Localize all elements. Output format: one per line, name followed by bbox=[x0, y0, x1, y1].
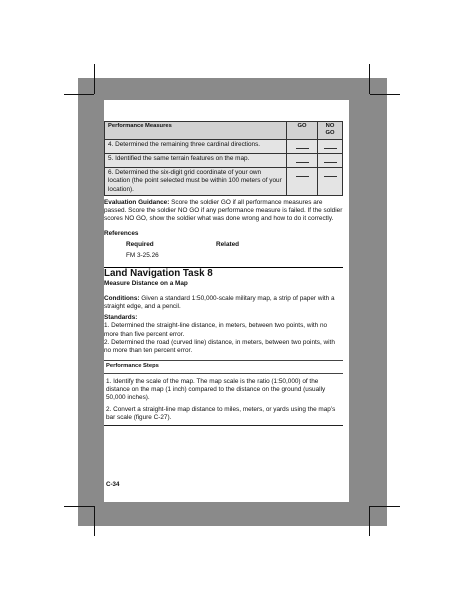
section-end-rule bbox=[104, 425, 343, 426]
references-section bbox=[104, 230, 343, 260]
go-blank bbox=[287, 139, 318, 153]
standards bbox=[104, 314, 343, 355]
document-content bbox=[104, 121, 343, 426]
measure-text: 6. Determined the six-digit grid coordinate of your own location (the point selected must be within 100 meters of your location). bbox=[105, 168, 287, 196]
measure-text: 5. Identified the same terrain features on the map. bbox=[105, 154, 287, 168]
task-title: Land Navigation Task 8 bbox=[104, 267, 213, 279]
header-measures: Performance Measures bbox=[105, 122, 287, 140]
evaluation-guidance bbox=[104, 199, 343, 224]
references-header bbox=[104, 241, 343, 249]
task-subtitle: Measure Distance on a Map bbox=[104, 279, 188, 287]
table-row bbox=[105, 154, 343, 168]
crop-mark bbox=[369, 506, 370, 536]
required-label: Required bbox=[126, 240, 154, 248]
references-row bbox=[104, 252, 343, 260]
crop-mark bbox=[64, 94, 94, 95]
go-blank bbox=[287, 154, 318, 168]
standard-item: 2. Determined the road (curved line) distance, in meters, between two points, with no more than ten percent error. bbox=[104, 338, 335, 354]
crop-mark bbox=[64, 506, 94, 507]
table-row bbox=[105, 168, 343, 196]
evaluation-text: Score the soldier GO if all performance measures are passed. Score the soldier NO GO if any performance measure is failed. If the soldier scores NO GO, show the soldier what was done wrong and how to do it correctly. bbox=[104, 198, 343, 223]
table-header-row bbox=[105, 122, 343, 140]
crop-mark bbox=[370, 506, 400, 507]
conditions-text: Given a standard 1:50,000-scale military map, a strip of paper with a straight edge, and a pencil. bbox=[104, 294, 335, 311]
standard-item: 1. Determined the straight-line distance, in meters, between two points, with no more than five percent error. bbox=[104, 322, 328, 338]
crop-mark bbox=[369, 64, 370, 94]
performance-step: 2. Convert a straight-line map distance to miles, meters, or yards using the map’s bar scale (figure C-27). bbox=[106, 406, 336, 422]
measure-text: 4. Determined the remaining three cardinal directions. bbox=[105, 139, 287, 153]
table-row bbox=[105, 139, 343, 153]
performance-step: 1. Identify the scale of the map. The map scale is the ratio (1:50,000) of the distance on the map (1 inch) compared to the distance on the ground (usually 50,000 inches). bbox=[106, 377, 326, 401]
conditions-label: Conditions: bbox=[104, 294, 140, 302]
performance-steps-header: Performance Steps bbox=[104, 360, 343, 373]
crop-mark bbox=[370, 94, 400, 95]
evaluation-label: Evaluation Guidance: bbox=[104, 198, 170, 206]
nogo-blank bbox=[318, 154, 343, 168]
crop-mark bbox=[94, 64, 95, 94]
header-nogo: NO GO bbox=[318, 122, 343, 140]
nogo-blank bbox=[318, 168, 343, 196]
related-label: Related bbox=[216, 240, 240, 248]
references-title: References bbox=[104, 230, 139, 238]
required-item: FM 3-25.26 bbox=[126, 251, 159, 259]
standards-label: Standards: bbox=[104, 314, 138, 322]
go-blank bbox=[287, 168, 318, 196]
performance-measures-table bbox=[104, 121, 343, 196]
page-number: C-34 bbox=[106, 481, 120, 488]
conditions bbox=[104, 295, 343, 311]
header-go: GO bbox=[287, 122, 318, 140]
crop-mark bbox=[94, 506, 95, 536]
nogo-blank bbox=[318, 139, 343, 153]
